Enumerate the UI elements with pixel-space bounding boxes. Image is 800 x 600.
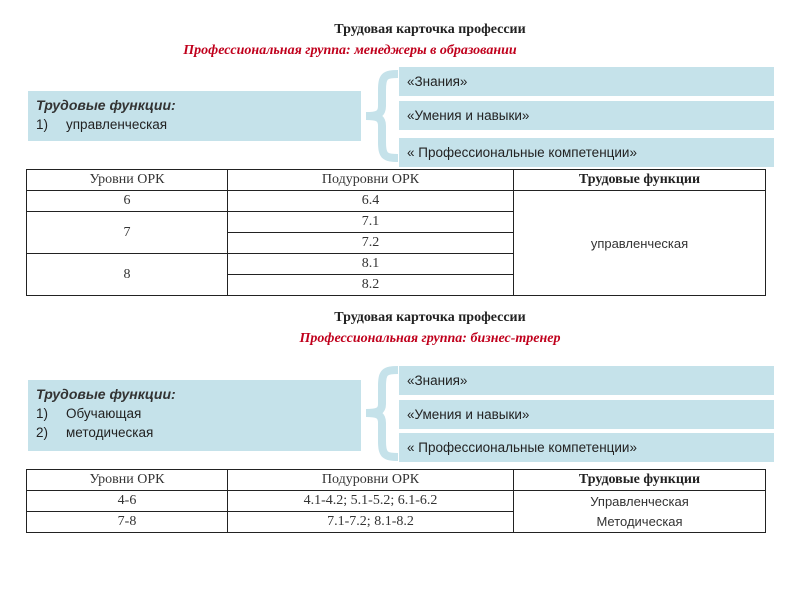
card2-function-item (36, 404, 361, 423)
sublevel-cell: 4.1-4.2; 5.1-5.2; 6.1-6.2 (228, 491, 514, 512)
level-cell: 7 (27, 212, 228, 254)
header-levels: Уровни ОРК (27, 170, 228, 191)
card2-orq-table (26, 469, 766, 533)
sublevel-cell: 7.2 (228, 233, 514, 254)
card2-bar-competencies: « Профессиональные компетенции» (399, 433, 774, 462)
sublevel-cell: 7.1 (228, 212, 514, 233)
sublevel-cell: 6.4 (228, 191, 514, 212)
card2-function-item (36, 423, 361, 442)
card2-title: Трудовая карточка профессии (334, 310, 526, 325)
function-line: Методическая (596, 513, 683, 529)
card2-bar-skills: «Умения и навыки» (399, 400, 774, 429)
card1-brace (360, 70, 400, 162)
function-line: Управленческая (590, 493, 689, 509)
level-cell: 6 (27, 191, 228, 212)
card2-functions-box (28, 380, 361, 451)
function-cell: управленческая (514, 191, 766, 296)
header-sublevels: Подуровни ОРК (228, 170, 514, 191)
level-cell: 7-8 (27, 512, 228, 533)
header-functions: Трудовые функции (514, 170, 766, 191)
table-row (27, 191, 766, 212)
card2-function-text: методическая (66, 425, 154, 440)
card2-brace (360, 366, 400, 461)
card1-function-item (36, 115, 361, 134)
function-cell (514, 491, 766, 533)
table-header-row (27, 170, 766, 191)
sublevel-cell: 8.2 (228, 275, 514, 296)
table-header-row (27, 470, 766, 491)
level-cell: 4-6 (27, 491, 228, 512)
card2-function-number: 2) (36, 425, 49, 440)
level-cell: 8 (27, 254, 228, 296)
card2-subtitle: Профессиональная группа: бизнес-тренер (299, 331, 561, 346)
card1-orq-table (26, 169, 766, 296)
card2-functions-heading: Трудовые функции: (36, 386, 176, 402)
card1-bar-competencies: « Профессиональные компетенции» (399, 138, 774, 167)
card1-function-text: управленческая (66, 117, 168, 132)
sublevel-cell: 7.1-7.2; 8.1-8.2 (228, 512, 514, 533)
card2-function-text: Обучающая (66, 406, 142, 421)
card1-bar-knowledge: «Знания» (399, 67, 774, 96)
card1-title: Трудовая карточка профессии (334, 22, 526, 37)
header-functions: Трудовые функции (514, 470, 766, 491)
card1-functions-box (28, 91, 361, 141)
card1-subtitle: Профессиональная группа: менеджеры в образовании (183, 43, 517, 58)
table-row (27, 491, 766, 512)
card1-bar-skills: «Умения и навыки» (399, 101, 774, 130)
header-levels: Уровни ОРК (27, 470, 228, 491)
card2-bar-knowledge: «Знания» (399, 366, 774, 395)
card2-function-number: 1) (36, 406, 49, 421)
header-sublevels: Подуровни ОРК (228, 470, 514, 491)
card1-function-number: 1) (36, 117, 49, 132)
sublevel-cell: 8.1 (228, 254, 514, 275)
card1-functions-heading: Трудовые функции: (36, 97, 176, 113)
